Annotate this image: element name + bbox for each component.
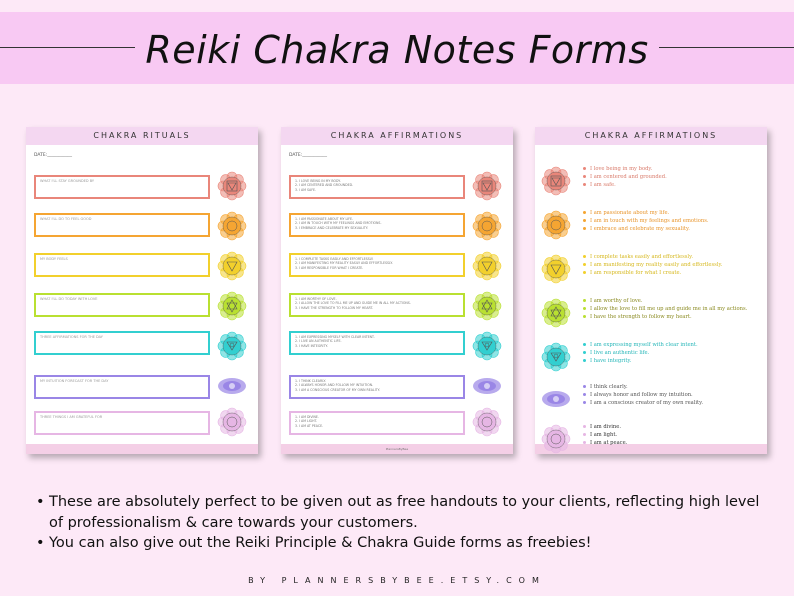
bullet-dot-icon	[583, 211, 586, 214]
ritual-entry-caption: WHAT I'LL STAY GROUNDED BY	[40, 179, 95, 183]
third-eye-chakra-icon	[472, 371, 502, 401]
date-label: DATE:___________	[289, 153, 327, 158]
affirmation-box	[289, 331, 465, 355]
affirmation-line: 2. I AM MANIFESTING MY REALITY EASILY AND EFFORTLESSLY.	[295, 261, 393, 266]
description-bullets	[36, 492, 776, 554]
bullet-dot-icon	[583, 351, 586, 354]
affirmation-lines	[295, 415, 323, 428]
affirmation-item: I am in touch with my feelings and emotions.	[583, 217, 709, 225]
affirmation-line: 2. I ALLOW THE LOVE TO FILL ME UP AND GUIDE ME IN ALL MY ACTIONS.	[295, 301, 411, 306]
sheet-header: CHAKRA RITUALS	[26, 127, 258, 145]
bullet-dot-icon	[583, 441, 586, 444]
bullet-dot-icon	[583, 385, 586, 388]
affirmation-line: 1. I THINK CLEARLY.	[295, 379, 326, 383]
bullet-dot-icon	[583, 219, 586, 222]
affirmation-item: I am manifesting my reality easily and effortlessly.	[583, 261, 722, 269]
affirmation-line: 3. I HAVE INTEGRITY.	[295, 343, 328, 348]
bullet-dot-icon	[583, 393, 586, 396]
affirmation-group	[583, 423, 627, 448]
affirmation-box	[289, 293, 465, 317]
affirmation-lines	[295, 297, 411, 310]
affirmation-lines	[295, 179, 353, 192]
sacral-chakra-icon	[541, 210, 571, 240]
affirmation-group	[583, 297, 747, 322]
ritual-entry-caption: THREE AFFIRMATIONS FOR THE DAY	[40, 335, 103, 339]
affirmation-box	[289, 213, 465, 237]
sacral-chakra-icon	[472, 211, 502, 241]
bullet-item: • You can also give out the Reiki Principle & Chakra Guide forms as freebies!	[36, 533, 776, 554]
ritual-entry-caption: WHAT I'LL DO TODAY WITH LOVE	[40, 297, 98, 301]
affirmation-item: I am expressing myself with clear intent.	[583, 341, 698, 349]
affirmation-box	[289, 411, 465, 435]
title-banner	[0, 12, 794, 84]
affirmation-line: 1. I AM DIVINE.	[295, 415, 319, 419]
affirmation-group	[583, 209, 709, 234]
affirmation-line: 3. I EMBRACE AND CELEBRATE MY SEXUALITY.	[295, 225, 369, 230]
crown-chakra-icon	[472, 407, 502, 437]
sheet-header: CHAKRA AFFIRMATIONS	[535, 127, 767, 145]
ritual-entry-box[interactable]	[34, 331, 210, 355]
date-label: DATE:___________	[34, 153, 72, 158]
bullet-dot-icon	[583, 343, 586, 346]
affirmation-lines	[295, 217, 381, 230]
affirmation-line: 3. I AM SAFE.	[295, 187, 317, 192]
ritual-entry-caption: WHAT I'LL DO TO FEEL GOOD	[40, 217, 92, 221]
affirmation-item: I allow the love to fill me up and guide me in all my actions.	[583, 305, 747, 313]
affirmation-item: I am light.	[583, 431, 627, 439]
affirmation-item: I think clearly.	[583, 383, 703, 391]
bullet-dot-icon	[583, 401, 586, 404]
throat-chakra-icon	[541, 342, 571, 372]
ritual-entry-box[interactable]	[34, 253, 210, 277]
affirmation-line: 3. I HAVE THE STRENGTH TO FOLLOW MY HEART.	[295, 305, 374, 310]
sheet-footer-strip	[26, 444, 258, 454]
affirmation-box	[289, 253, 465, 277]
third-eye-chakra-icon	[541, 384, 571, 414]
chakra-affirmations-form-sheet	[281, 127, 513, 454]
sheet-footer-strip	[281, 444, 513, 454]
heart-chakra-icon	[541, 298, 571, 328]
ritual-entry-box[interactable]	[34, 213, 210, 237]
affirmation-item: I live an authentic life.	[583, 349, 698, 357]
affirmation-line: 2. I AM LIGHT.	[295, 419, 318, 424]
bullet-dot-icon	[583, 359, 586, 362]
affirmation-line: 1. I AM EXPRESSING MYSELF WITH CLEAR INTENT.	[295, 335, 375, 339]
bullet-dot-icon	[583, 255, 586, 258]
affirmation-line: 1. I AM WORTHY OF LOVE.	[295, 297, 337, 301]
affirmation-item: I love being in my body.	[583, 165, 667, 173]
affirmation-item: I am safe.	[583, 181, 667, 189]
bullet-dot-icon	[583, 183, 586, 186]
affirmation-item: I am at peace.	[583, 439, 627, 447]
bullet-dot-icon	[583, 425, 586, 428]
third-eye-chakra-icon	[217, 371, 247, 401]
throat-chakra-icon	[472, 331, 502, 361]
affirmation-item: I am passionate about my life.	[583, 209, 709, 217]
affirmation-item: I am centered and grounded.	[583, 173, 667, 181]
sheet-footer-brand: PlannersByBee	[385, 447, 409, 451]
affirmation-item: I am divine.	[583, 423, 627, 431]
bullet-dot-icon	[583, 433, 586, 436]
ritual-entry-box[interactable]	[34, 411, 210, 435]
bullet-dot-icon	[583, 307, 586, 310]
affirmation-group	[583, 383, 703, 408]
bullet-dot-icon	[583, 315, 586, 318]
bullet-dot-icon	[583, 271, 586, 274]
affirmation-item: I embrace and celebrate my sexuality.	[583, 225, 709, 233]
affirmation-line: 1. I AM PASSIONATE ABOUT MY LIFE.	[295, 217, 354, 221]
affirmation-line: 2. I AM IN TOUCH WITH MY FEELINGS AND EMOTIONS.	[295, 221, 382, 226]
affirmation-box	[289, 175, 465, 199]
heart-chakra-icon	[217, 291, 247, 321]
affirmation-group	[583, 165, 667, 190]
affirmation-item: I have integrity.	[583, 357, 698, 365]
ritual-entry-box[interactable]	[34, 293, 210, 317]
affirmation-line: 3. I AM AT PEACE.	[295, 423, 324, 428]
chakra-rituals-sheet	[26, 127, 258, 454]
affirmation-group	[583, 341, 698, 366]
ritual-entry-box[interactable]	[34, 175, 210, 199]
solar-plexus-chakra-icon	[472, 251, 502, 281]
ritual-entry-caption: MY INTUITION FORECAST FOR THE DAY	[40, 379, 109, 383]
affirmation-item: I am responsible for what I create.	[583, 269, 722, 277]
solar-plexus-chakra-icon	[217, 251, 247, 281]
bullet-dot-icon	[583, 175, 586, 178]
affirmation-line: 1. I COMPLETE TASKS EASILY AND EFFORTLESSLY.	[295, 257, 374, 261]
affirmation-box	[289, 375, 465, 399]
affirmation-group	[583, 253, 722, 278]
affirmation-item: I am worthy of love.	[583, 297, 747, 305]
page-title: Reiki Chakra Notes Forms	[145, 28, 649, 72]
heart-chakra-icon	[472, 291, 502, 321]
bullet-dot-icon	[583, 263, 586, 266]
crown-chakra-icon	[217, 407, 247, 437]
root-chakra-icon	[217, 171, 247, 201]
bullet-item: • These are absolutely perfect to be given out as free handouts to your clients, reflecting high level of professionalism & care towards your customers.	[36, 492, 776, 533]
bullet-dot-icon	[583, 167, 586, 170]
affirmation-lines	[295, 379, 380, 392]
affirmation-line: 2. I AM CENTERED AND GROUNDED.	[295, 183, 354, 188]
affirmation-line: 3. I AM RESPONSIBLE FOR WHAT I CREATE.	[295, 265, 364, 270]
affirmation-line: 2. I LIVE AN AUTHENTIC LIFE.	[295, 339, 342, 344]
shop-footer: BY PLANNERSBYBEE.ETSY.COM	[248, 576, 546, 585]
affirmation-item: I complete tasks easily and effortlessly.	[583, 253, 722, 261]
root-chakra-icon	[472, 171, 502, 201]
affirmation-line: 3. I AM A CONSCIOUS CREATOR OF MY OWN REALITY.	[295, 387, 380, 392]
root-chakra-icon	[541, 166, 571, 196]
affirmation-line: 2. I ALWAYS HONOR AND FOLLOW MY INTUITION.	[295, 383, 374, 388]
crown-chakra-icon	[541, 424, 571, 454]
bullet-dot-icon	[583, 299, 586, 302]
throat-chakra-icon	[217, 331, 247, 361]
sacral-chakra-icon	[217, 211, 247, 241]
ritual-entry-caption: MY BODY FEELS	[40, 257, 68, 261]
affirmation-item: I always honor and follow my intuition.	[583, 391, 703, 399]
chakra-affirmations-list-sheet	[535, 127, 767, 454]
affirmation-item: I have the strength to follow my heart.	[583, 313, 747, 321]
bullet-dot-icon	[583, 227, 586, 230]
affirmation-line: 1. I LOVE BEING IN MY BODY.	[295, 179, 341, 183]
affirmation-lines	[295, 257, 393, 270]
solar-plexus-chakra-icon	[541, 254, 571, 284]
sheet-header: CHAKRA AFFIRMATIONS	[281, 127, 513, 145]
affirmation-lines	[295, 335, 375, 348]
ritual-entry-box[interactable]	[34, 375, 210, 399]
ritual-entry-caption: THREE THINGS I AM GRATEFUL FOR	[40, 415, 103, 419]
affirmation-item: I am a conscious creator of my own reality.	[583, 399, 703, 407]
